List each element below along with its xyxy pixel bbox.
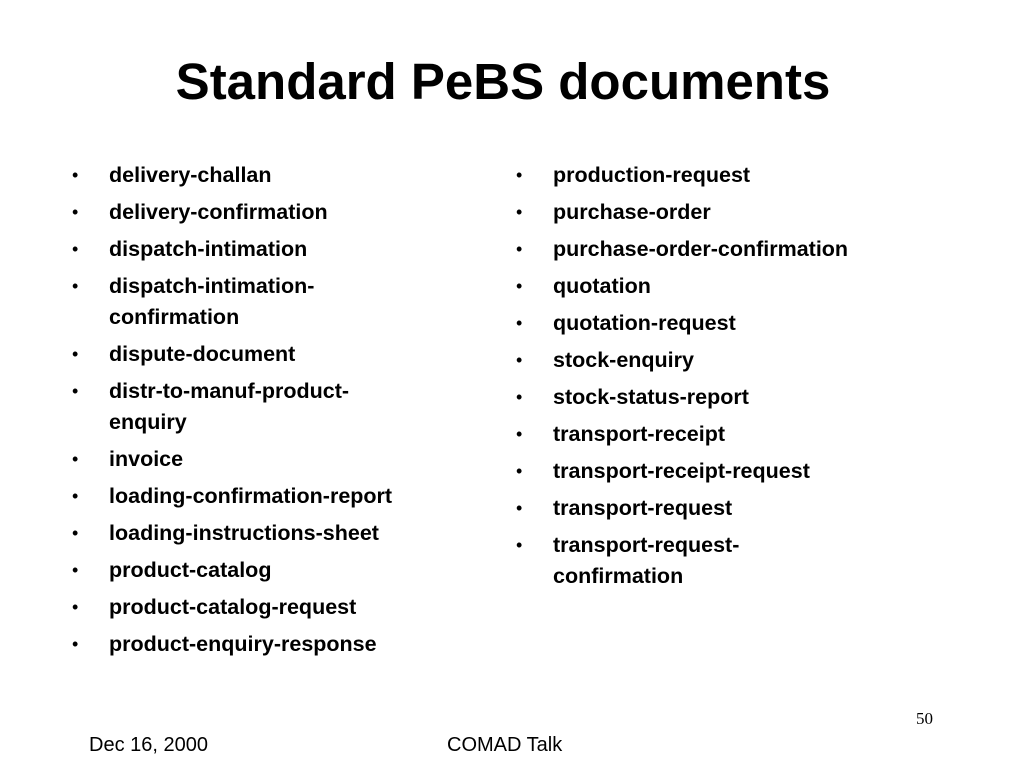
list-item xyxy=(516,160,956,191)
list-item-label: dispute-document xyxy=(109,342,296,366)
list-item xyxy=(72,339,472,370)
list-item-label: transport-receipt xyxy=(553,422,726,446)
list-item xyxy=(72,234,472,265)
list-item xyxy=(72,518,472,549)
bullet-icon: • xyxy=(516,239,523,259)
list-item xyxy=(516,271,956,302)
bullet-icon: • xyxy=(516,461,523,481)
left-bullet-list xyxy=(72,160,472,666)
list-item-label: dispatch-intimation xyxy=(109,237,308,261)
bullet-icon: • xyxy=(72,634,79,654)
bullet-icon: • xyxy=(72,523,79,543)
list-item-label: distr-to-manuf-product- enquiry xyxy=(109,379,350,434)
list-item-label: product-catalog xyxy=(109,558,272,582)
list-item-label: production-request xyxy=(553,163,751,187)
list-item xyxy=(516,419,956,450)
bullet-icon: • xyxy=(72,239,79,259)
bullet-icon: • xyxy=(516,202,523,222)
footer-talk-title: COMAD Talk xyxy=(447,734,563,756)
list-item-label: product-catalog-request xyxy=(109,595,357,619)
list-item xyxy=(72,481,472,512)
list-item xyxy=(72,271,472,333)
list-item xyxy=(72,197,472,228)
list-item xyxy=(72,376,472,438)
bullet-icon: • xyxy=(516,276,523,296)
list-item xyxy=(516,382,956,413)
list-item xyxy=(72,629,472,660)
bullet-icon: • xyxy=(516,424,523,444)
list-item-label: loading-confirmation-report xyxy=(109,484,393,508)
page-number: 50 xyxy=(916,709,933,728)
bullet-icon: • xyxy=(72,344,79,364)
bullet-icon: • xyxy=(72,381,79,401)
bullet-icon: • xyxy=(516,313,523,333)
bullet-icon: • xyxy=(72,449,79,469)
list-item-label: loading-instructions-sheet xyxy=(109,521,379,545)
list-item-label: invoice xyxy=(109,447,184,471)
list-item xyxy=(516,345,956,376)
bullet-icon: • xyxy=(72,276,79,296)
list-item xyxy=(72,592,472,623)
slide-title: Standard PeBS documents xyxy=(175,53,831,110)
list-item-label: purchase-order xyxy=(553,200,711,224)
list-item xyxy=(72,555,472,586)
bullet-icon: • xyxy=(516,350,523,370)
right-bullet-list xyxy=(516,160,956,598)
list-item-label: quotation-request xyxy=(553,311,736,335)
list-item-label: transport-receipt-request xyxy=(553,459,810,483)
list-item-label: stock-enquiry xyxy=(553,348,694,372)
list-item-label: product-enquiry-response xyxy=(109,632,377,656)
list-item-label: purchase-order-confirmation xyxy=(553,237,849,261)
list-item xyxy=(516,493,956,524)
bullet-icon: • xyxy=(72,560,79,580)
list-item-label: transport-request- confirmation xyxy=(553,533,740,588)
list-item xyxy=(516,197,956,228)
list-item-label: delivery-challan xyxy=(109,163,272,187)
list-item xyxy=(516,530,956,592)
list-item xyxy=(516,234,956,265)
list-item xyxy=(516,456,956,487)
list-item xyxy=(72,160,472,191)
bullet-icon: • xyxy=(72,486,79,506)
list-item-label: quotation xyxy=(553,274,651,298)
bullet-icon: • xyxy=(516,498,523,518)
list-item xyxy=(516,308,956,339)
bullet-icon: • xyxy=(72,202,79,222)
footer-date: Dec 16, 2000 xyxy=(89,734,208,756)
list-item-label: delivery-confirmation xyxy=(109,200,328,224)
list-item xyxy=(72,444,472,475)
bullet-icon: • xyxy=(72,165,79,185)
bullet-icon: • xyxy=(516,165,523,185)
bullet-icon: • xyxy=(516,387,523,407)
list-item-label: dispatch-intimation- confirmation xyxy=(109,274,315,329)
list-item-label: transport-request xyxy=(553,496,733,520)
bullet-icon: • xyxy=(516,535,523,555)
bullet-icon: • xyxy=(72,597,79,617)
list-item-label: stock-status-report xyxy=(553,385,749,409)
